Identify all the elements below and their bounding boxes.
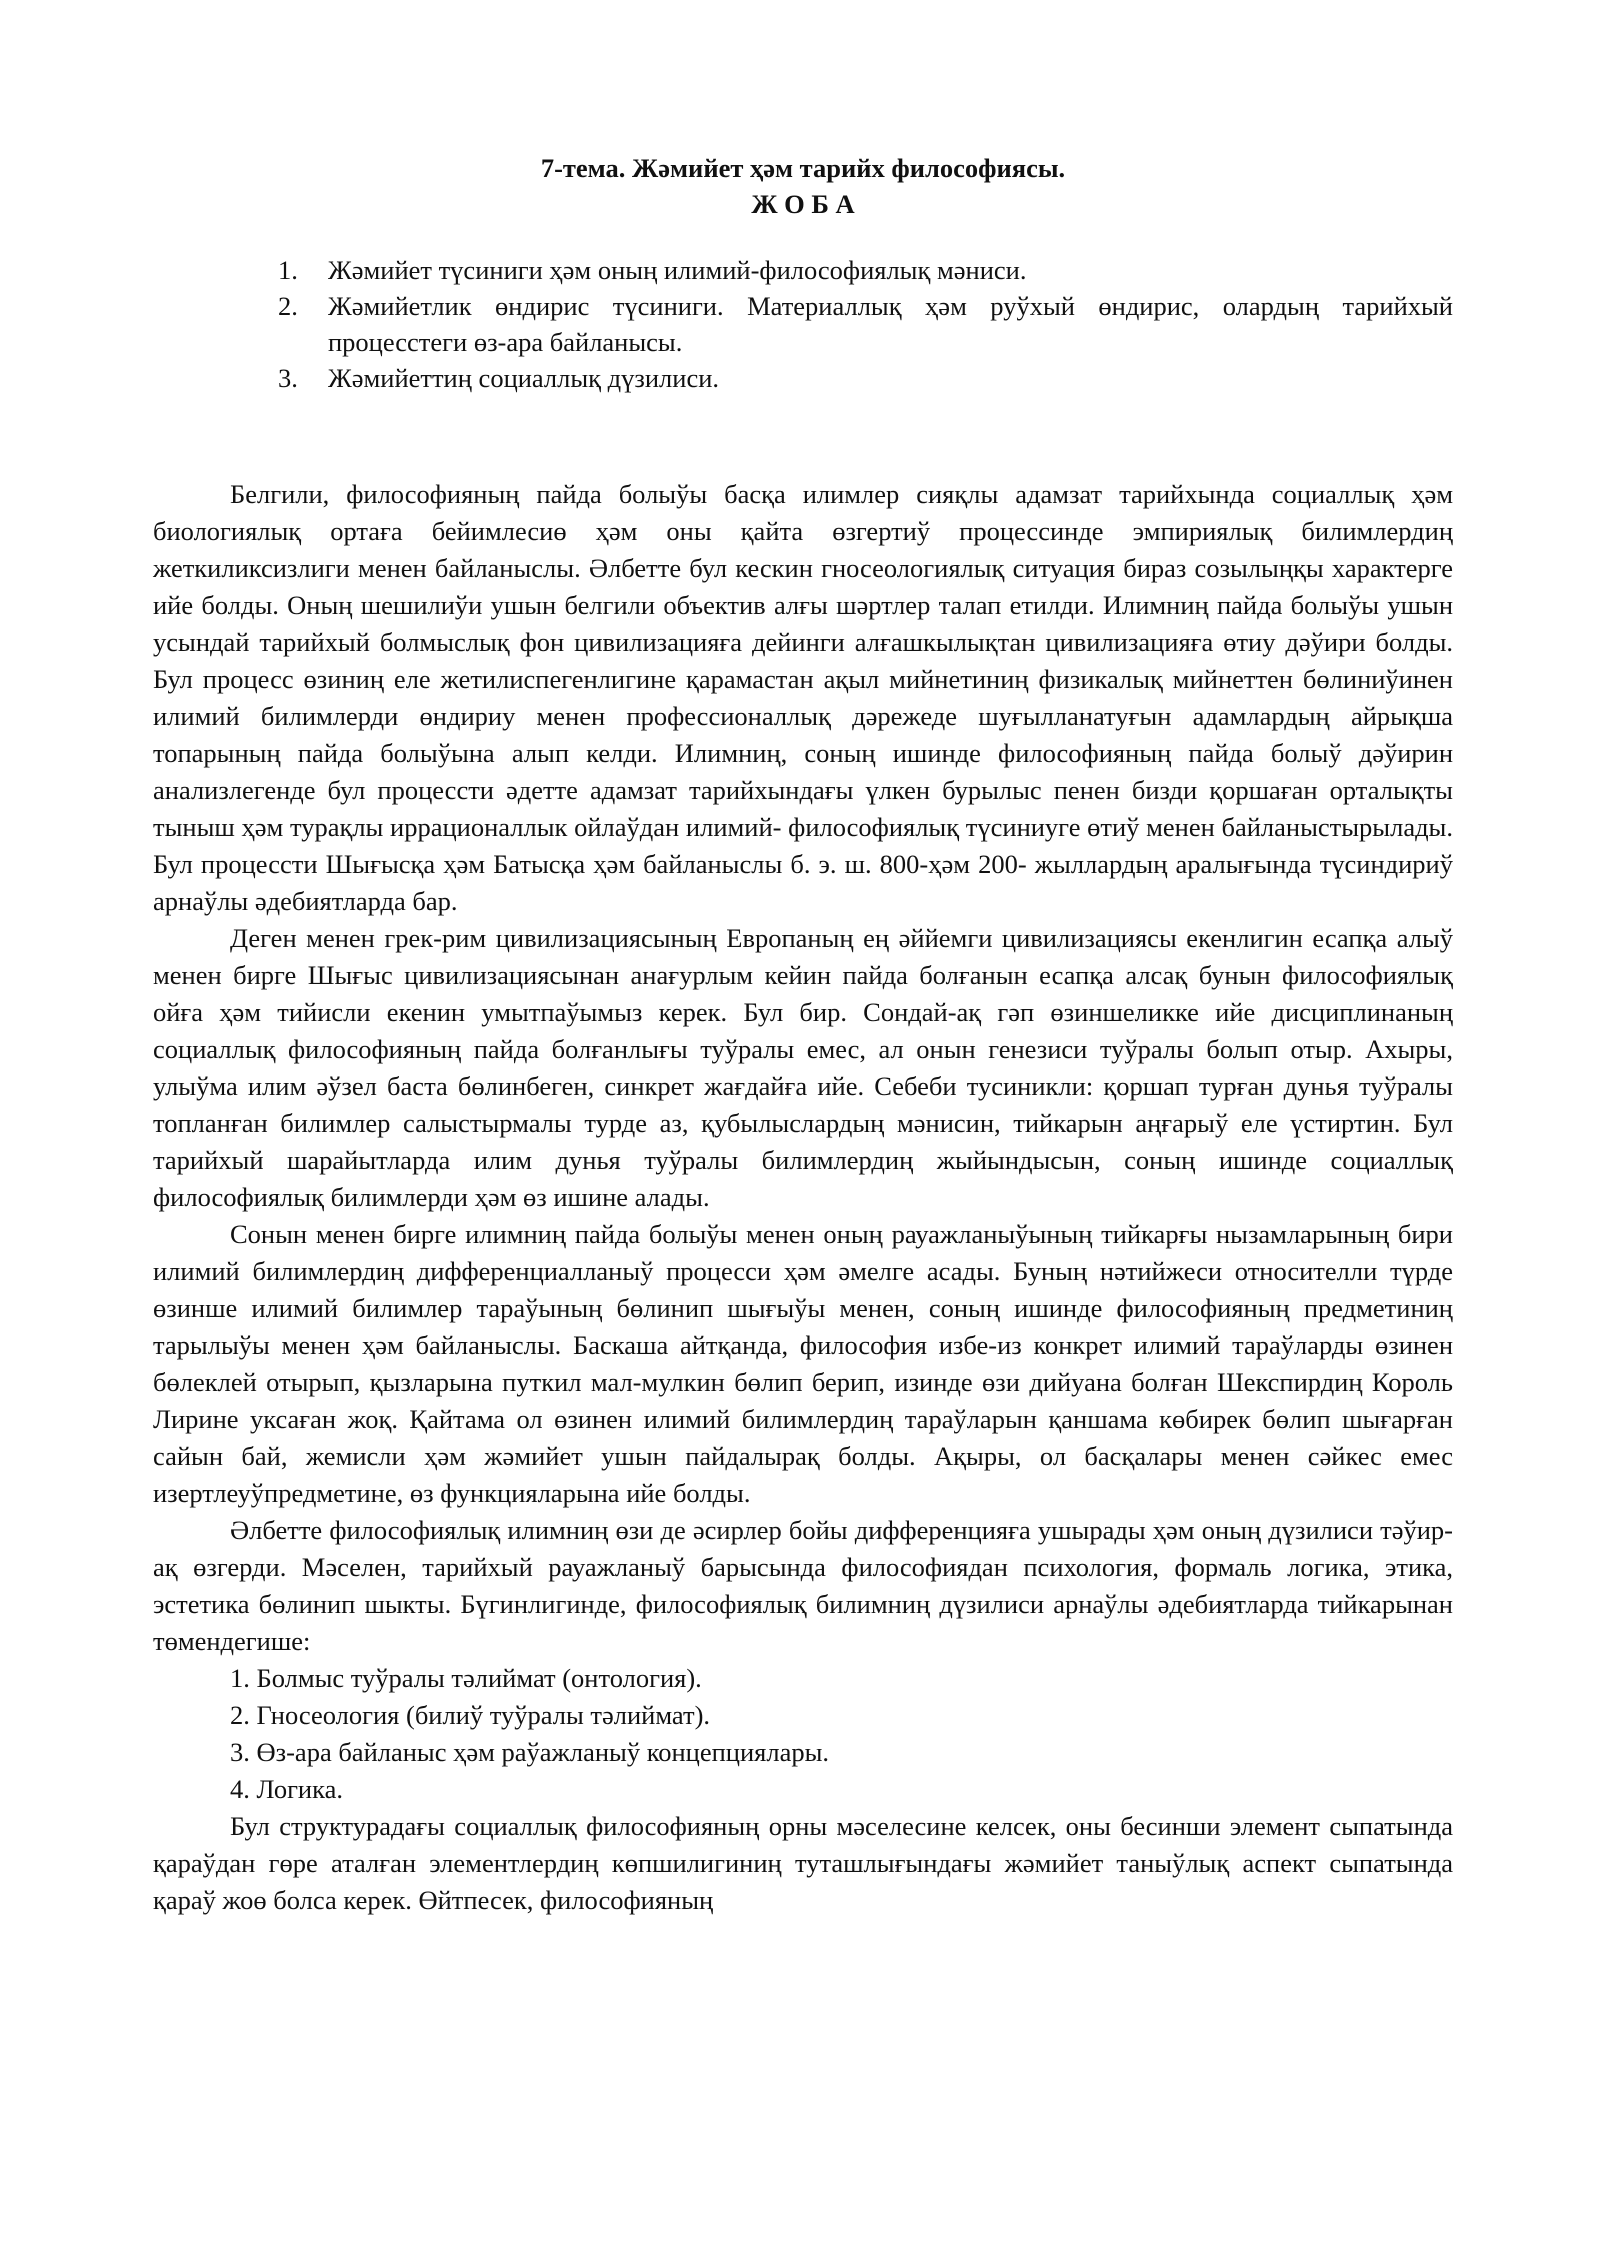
paragraph: Сонын менен бирге илимниң пайда болыўы менен оның рауажланыўының тийкарғы нызамларының бири илимий билимлердиң дифференциалланыў процесси ҳәм әмелге асады. Буның нәтийжеси относителли түрде өзинше илимий билимлер тараўының бөлинип шығыўы менен, соның ишинде философияның предметиниң тарылыўы менен ҳәм байланыслы. Баскаша айтқанда, философия избе-из конкрет илимий тараўларды өзинен бөлеклей отырып, қызларына путкил мал-мулкин бөлип берип, изинде өзи дийуана болған Шекспирдиң Король Лирине уксаған жоқ. Қайтама ол өзинен илимий билимлердиң тараўларын қаншама көбирек бөлип шығарған сайын бай, жемисли ҳәм жәмийет ушын пайдалырақ болды. Ақыры, ол басқалары менен сәйкес емес изертлеуўпредметине, өз функцияларына ийе болды. bbox=[153, 1219, 1453, 1508]
plan-list bbox=[153, 252, 1453, 396]
paragraph: Бул структурадағы социаллық философияның орны мәселесине келсек, оны бесинши элемент сыпатында қараўдан гөре аталған элементлердиң көпшилигиниң туташлығындағы жәмийет таныўлық аспект сыпатында қараў жоө болса керек. Өйтпесек, философияның bbox=[153, 1811, 1453, 1915]
plan-item bbox=[153, 252, 1453, 288]
structure-list-item: 4. Логика. bbox=[230, 1774, 343, 1804]
body-text bbox=[153, 476, 1453, 1919]
structure-list-item: 3. Өз-ара байланыс ҳәм раўажланыў концепциялары. bbox=[230, 1737, 830, 1767]
plan-item bbox=[153, 360, 1453, 396]
paragraph: Белгили, философияның пайда болыўы басқа илимлер сияқлы адамзат тарийхында социаллық ҳәм биологиялық ортаға бейимлесиө ҳәм оны қайта өзгертиў процессинде эмпириялық билимлердиң жеткиликсизлиги менен байланыслы. Әлбетте бул кескин гносеологиялық ситуация бираз созылыңқы характерге ийе болды. Оның шешилиўи ушын белгили объектив алғы шәртлер талап етилди. Илимниң пайда болыўы ушын усындай тарийхый болмыслық фон цивилизацияға дейинги алғашкылықтан цивилизацияға өтиу дәўири болды. Бул процесс өзиниң еле жетилиспегенлигине қарамастан ақыл мийнетиниң физикалық мийнеттен бөлиниўинен илимий билимлерди өндириу менен профессионаллық дәрежеде шуғылланатуғын адамлардың айрықша топарының пайда болыўына алып келди. Илимниң, соның ишинде философияның пайда болыў дәўирин анализлегенде бул процессти әдетте адамзат тарийхындағы үлкен бурылыс пенен бизди қоршаған орталықты тыныш ҳәм турақлы иррационаллык ойлаўдан илимий- философиялық түсиниуге өтиў менен байланыстырылады. Бул процессти Шығысқа ҳәм Батысқа ҳәм байланыслы б. э. ш. 800-ҳәм 200- жыллардың аралығында түсиндириў арнаўлы әдебиятларда бар. bbox=[153, 479, 1453, 916]
plan-item-number: 3. bbox=[278, 363, 298, 393]
document-subtitle: Ж О Б А bbox=[751, 189, 855, 219]
plan-item-number: 1. bbox=[278, 255, 298, 285]
paragraph: Деген менен грек-рим цивилизациясының Европаның ең әййемги цивилизациясы екенлигин есапқа алыў менен бирге Шығыс цивилизациясынан анағурлым кейин пайда болғанын есапқа алсақ бунын философиялық ойға ҳәм тийисли екенин умытпаўымыз керек. Бул бир. Сондай-ақ гәп өзиншеликке ийе дисциплинаның социаллық философияның пайда болғанлығы туўралы емес, ал онын генезиси туўралы болып отыр. Ахыры, улыўма илим әўзел баста бөлинбеген, синкрет жағдайға ийе. Себеби тусиникли: қоршап турған дунья туўралы топланған билимлер салыстырмалы турде аз, қубылыслардың мәнисин, тийкарын аңғарыў еле үстиртин. Бул тарийхый шарайытларда илим дунья туўралы билимлердиң жыйындысын, соның ишинде социаллық философиялық билимлерди ҳәм өз ишине алады. bbox=[153, 923, 1453, 1212]
structure-list-item: 1. Болмыс туўралы тәлиймат (онтология). bbox=[230, 1663, 702, 1693]
paragraph: Әлбетте философиялық илимниң өзи де әсирлер бойы дифференцияға ушырады ҳәм оның дүзилиси тәўир-ақ өзгерди. Мәселен, тарийхый рауажланыў барысында философиядан психология, формаль логика, этика, эстетика бөлинип шыкты. Бүгинлигинде, философиялық билимниң дүзилиси арнаўлы әдебиятларда тийкарынан төмендегише: bbox=[153, 1515, 1453, 1656]
structure-list-item: 2. Гносеология (билиў туўралы тәлиймат). bbox=[230, 1700, 711, 1730]
plan-item-text: Жәмийет түсиниги ҳәм оның илимий-философиялық мәниси. bbox=[328, 255, 1027, 285]
plan-item-text: Жәмийетлик өндирис түсиниги. Материаллық ҳәм руўхый өндирис, олардың тарийхый процесстеги өз-ара байланысы. bbox=[328, 291, 1453, 357]
document-title: 7-тема. Жәмийет ҳәм тарийх философиясы. bbox=[540, 153, 1066, 183]
plan-item-number: 2. bbox=[278, 291, 298, 321]
document-page bbox=[153, 150, 1453, 1919]
plan-item-text: Жәмийеттиң социаллық дүзилиси. bbox=[328, 363, 720, 393]
plan-item bbox=[153, 288, 1453, 360]
